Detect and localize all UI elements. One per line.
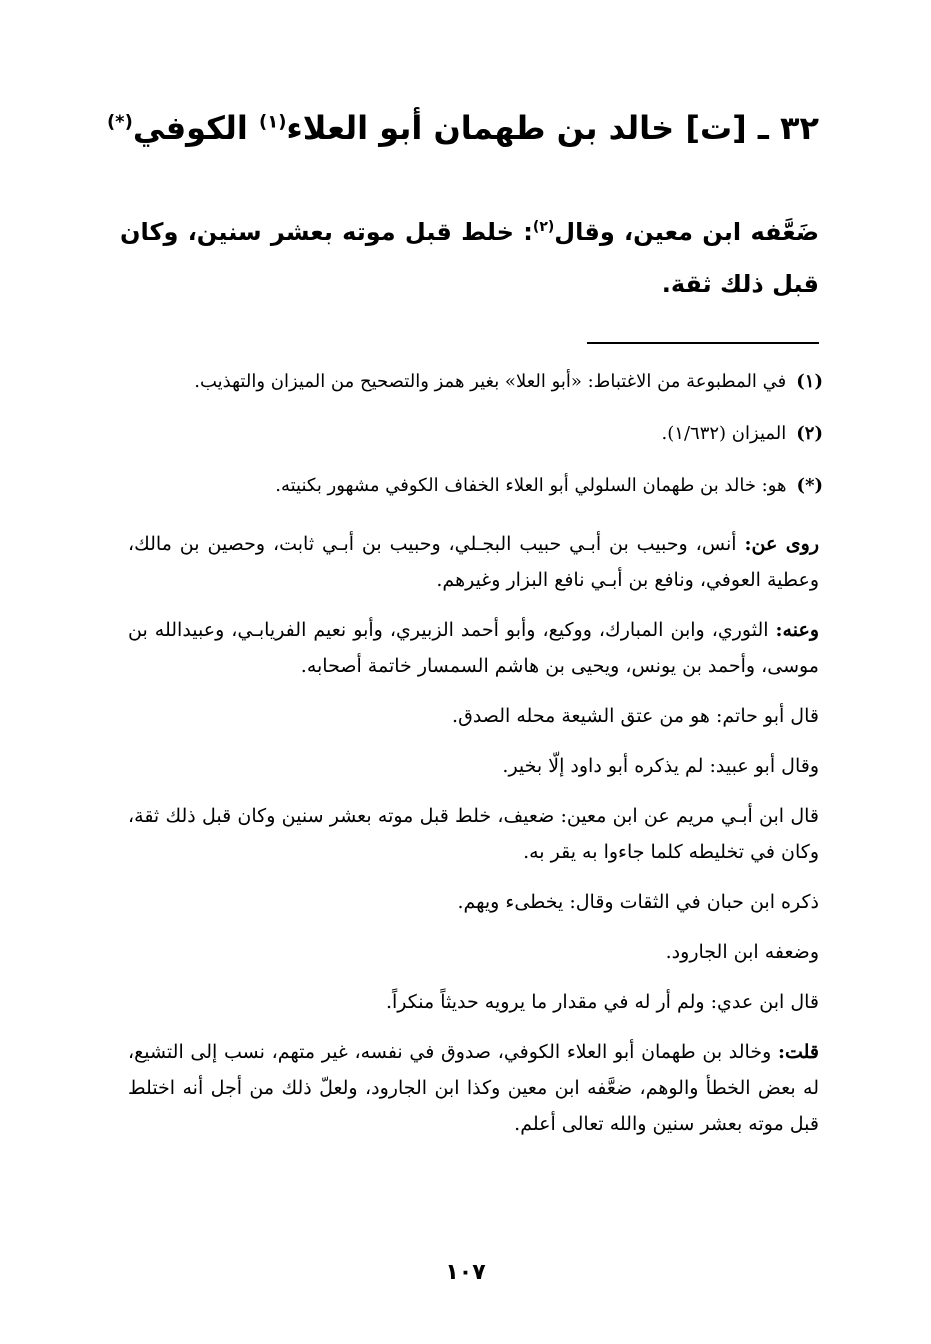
- footnote-item: [130, 408, 823, 460]
- paragraph-text: وخالد بن طهمان أبو العلاء الكوفي، صدوق في نفسه، غير متهم، نسب إلى التشيع، له بعض الخطأ والوهم، ضعَّفه ابن معين وكذا ابن الجارود، ولعلّ ذلك من أجل أنه اختلط قبل موته بعشر سنين والله تعالى أعلم.: [128, 1041, 819, 1135]
- paragraph-text: وضعفه ابن الجارود.: [665, 941, 819, 963]
- footnotes: [130, 356, 823, 512]
- paragraph-text: قال ابن عدي: ولم أر له في مقدار ما يرويه حديثاً منكراً.: [385, 991, 819, 1013]
- intro-text-b: : خلط قبل موته بعشر سنين، وكان قبل ذلك ثقة.: [120, 218, 819, 298]
- paragraph-author-conclusion: [128, 1034, 819, 1142]
- footnote-text: هو: خالد بن طهمان السلولي أبو العلاء الخفاف الكوفي مشهور بكنيته.: [275, 475, 787, 496]
- paragraph-lead: وعنه:: [775, 619, 819, 641]
- paragraph-text: وقال أبو عبيد: لم يذكره أبو داود إلّا بخير.: [502, 755, 819, 777]
- footnote-mark: (*): [796, 475, 823, 496]
- biography-body: [128, 526, 819, 1156]
- intro-paragraph: [120, 206, 819, 310]
- entry-heading: [100, 100, 819, 156]
- footnote-item: [130, 460, 823, 512]
- paragraph-ibn-adi: [128, 984, 819, 1020]
- footnote-text: الميزان (١/٦٣٢).: [661, 423, 787, 444]
- paragraph-abu-ubaid: [128, 748, 819, 784]
- paragraph-text: الثوري، وابن المبارك، ووكيع، وأبو أحمد الزبيري، وأبو نعيم الفريابـي، وعبيدالله بن موسى، وأحمد بن يونس، ويحيى بن هاشم السمسار خاتمة أصحابه.: [128, 619, 819, 677]
- footnote-divider: [587, 342, 819, 344]
- paragraph-lead: روى عن:: [744, 533, 819, 555]
- footnote-ref-1: (١): [258, 111, 287, 133]
- paragraph-text: أنس، وحبيب بن أبـي حبيب البجـلي، وحبيب بن أبـي ثابت، وحصين بن مالك، وعطية العوفي، ونافع بن أبـي نافع البزار وغيرهم.: [128, 533, 819, 591]
- footnote-mark: (١): [796, 371, 823, 392]
- entry-symbol: [ت]: [685, 109, 747, 147]
- entry-name: خالد بن طهمان أبو العلاء: [286, 109, 675, 147]
- footnote-ref-star: (*): [106, 111, 133, 133]
- paragraph-ibn-hibban: [128, 884, 819, 920]
- entry-dash: ـ: [757, 109, 769, 147]
- footnote-ref-2: (٢): [532, 219, 555, 235]
- paragraph-text: ذكره ابن حبان في الثقات وقال: يخطىء ويهم.: [457, 891, 819, 913]
- entry-name-suffix: الكوفي: [132, 109, 259, 147]
- intro-text-a: ضَعَّفه ابن معين، وقال: [554, 218, 820, 246]
- paragraph-text: قال أبو حاتم: هو من عتق الشيعة محله الصدق.: [452, 705, 819, 727]
- paragraph-ibn-al-jarud: [128, 934, 819, 970]
- page-number: ١٠٧: [445, 1260, 486, 1285]
- paragraph-students: [128, 612, 819, 684]
- entry-number: ٣٢: [779, 109, 819, 147]
- paragraph-abu-hatim: [128, 698, 819, 734]
- footnote-text: في المطبوعة من الاغتباط: «أبو العلا» بغير همز والتصحيح من الميزان والتهذيب.: [194, 371, 787, 392]
- paragraph-text: قال ابن أبـي مريم عن ابن معين: ضعيف، خلط قبل موته بعشر سنين وكان قبل ذلك ثقة، وكان في تخليطه كلما جاءوا به يقر به.: [128, 805, 819, 863]
- paragraph-narrated-from: [128, 526, 819, 598]
- footnote-item: [130, 356, 823, 408]
- footnote-mark: (٢): [796, 423, 823, 444]
- paragraph-ibn-abi-maryam: [128, 798, 819, 870]
- paragraph-lead: قلت:: [777, 1041, 819, 1063]
